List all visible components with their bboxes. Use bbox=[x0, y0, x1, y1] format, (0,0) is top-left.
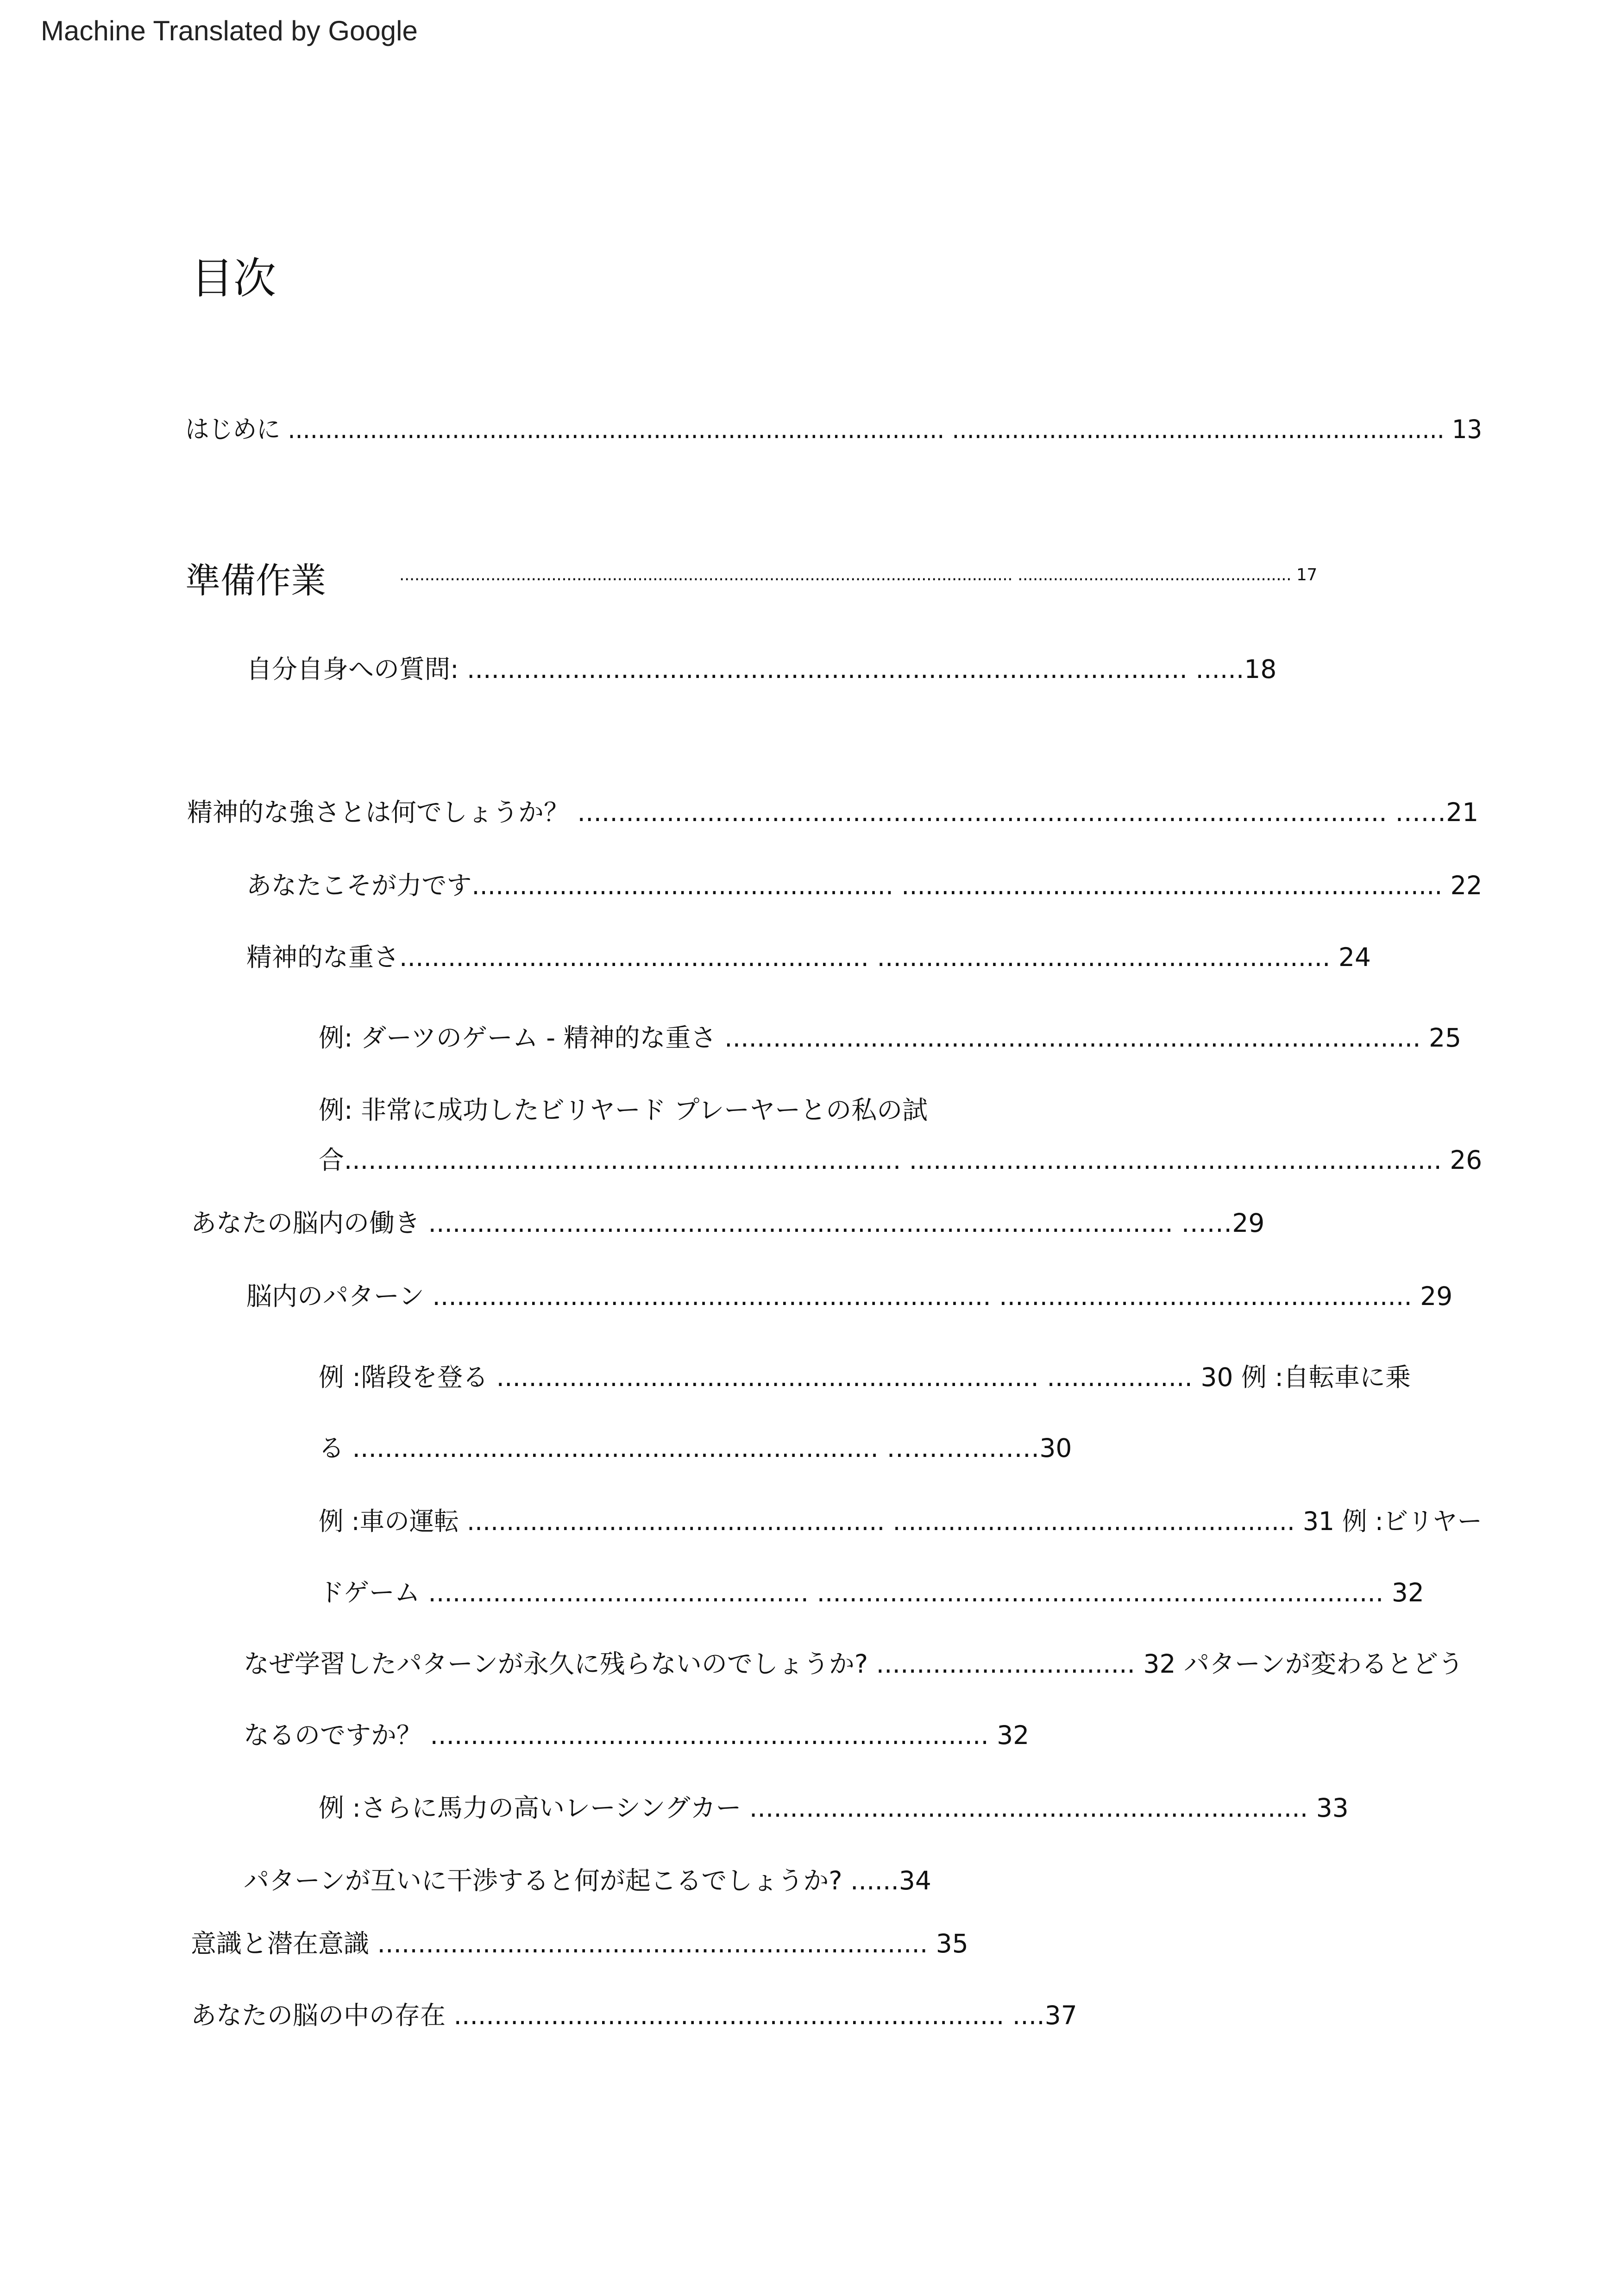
toc-title: 目次 bbox=[191, 254, 276, 303]
toc-entry-billiards-match-cont[interactable]: 合..................................................................... .................................................................. 26 bbox=[319, 1145, 1483, 1175]
toc-entry-brain-works[interactable]: あなたの脳内の働き ............................................................................................ ……29 bbox=[191, 1208, 1265, 1238]
toc-entry-you-are-power[interactable]: あなたこそが力です..................................................... .................................................................... 22 bbox=[246, 871, 1483, 900]
toc-entry-conscious-subconscious[interactable]: 意識と潜在意識 .................................................................... 35 bbox=[191, 1929, 968, 1958]
toc-entry-driving-billiards[interactable]: 例 :車の運転 ..................................................... ................................................... 31 例 :ビリヤー bbox=[319, 1506, 1483, 1536]
toc-entry-self-questions[interactable]: 自分自身への質問: ......................................................................................... ......18 bbox=[246, 654, 1277, 684]
toc-entry-mental-weight[interactable]: 精神的な重さ.......................................................... ........................................................ 24 bbox=[246, 942, 1371, 972]
toc-entry-patterns-not-permanent[interactable]: なぜ学習したパターンが永久に残らないのでしょうか? ................................ 32 パターンが変わるとどう bbox=[244, 1649, 1464, 1679]
toc-entry-presence-in-brain[interactable]: あなたの脳の中の存在 .................................................................... ....37 bbox=[191, 2001, 1077, 2030]
toc-entry-stairs-bicycle[interactable]: 例 :階段を登る ................................................................... .................. 30 例 :自転車に乗 bbox=[319, 1362, 1411, 1392]
toc-entry-billiards-game[interactable]: ドゲーム ............................................... ...................................................................... 32 bbox=[319, 1578, 1424, 1607]
toc-entry-patterns-interfere[interactable]: パターンが互いに干渉すると何が起こるでしょうか? ......34 bbox=[244, 1866, 931, 1895]
toc-entry-darts-example[interactable]: 例: ダーツのゲーム - 精神的な重さ ...................................................................................... 25 bbox=[319, 1023, 1462, 1053]
toc-chapter-title[interactable]: 準備作業 bbox=[185, 560, 326, 601]
toc-entry-patterns-change[interactable]: なるのですか？ ..................................................................... 32 bbox=[244, 1720, 1030, 1750]
toc-entry-brain-patterns[interactable]: 脳内のパターン ..................................................................... ................................................... 29 bbox=[246, 1281, 1453, 1311]
machine-translation-watermark: Machine Translated by Google bbox=[41, 15, 418, 46]
toc-entry-race-car[interactable]: 例 :さらに馬力の高いレーシングカー ..................................................................... 33 bbox=[319, 1793, 1349, 1823]
toc-chapter-leader[interactable]: ......................................................................................................................... ...................................................... 17 bbox=[399, 565, 1317, 584]
toc-entry-billiards-match[interactable]: 例: 非常に成功したビリヤード プレーヤーとの私の試 bbox=[319, 1095, 928, 1125]
toc-entry-mental-strength[interactable]: 精神的な強さとは何でしょうか？ .................................................................................................... ……21 bbox=[187, 797, 1479, 827]
toc-entry-bicycle-cont[interactable]: る ................................................................. ………………30 bbox=[319, 1433, 1072, 1463]
toc-entry-introduction[interactable]: はじめに ........................................................................................ .................................................................. 13 bbox=[185, 414, 1482, 444]
